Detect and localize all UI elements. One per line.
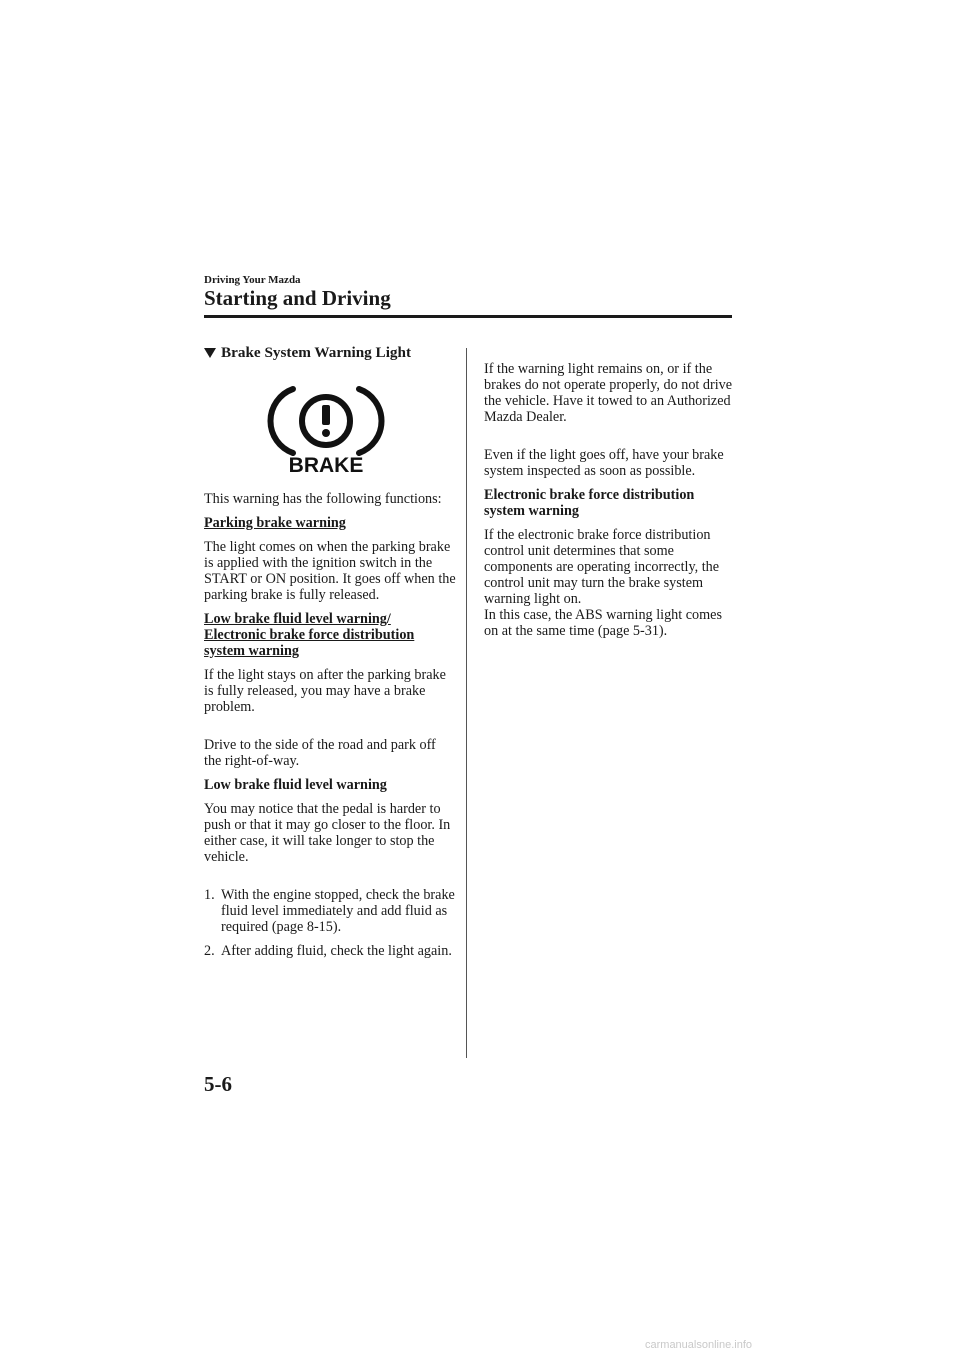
ebd-heading: Electronic brake force distribution system warning (484, 487, 695, 519)
low-fluid-heading-line-2: Electronic brake force distribution (204, 627, 415, 643)
list-item (204, 887, 456, 935)
ebd-text: If the electronic brake force distribution control unit determines that some components are operating incorrectly, the control unit may turn the brake system warning light on. (484, 527, 720, 607)
header-rule (204, 315, 732, 318)
abs-text: In this case, the ABS warning light comes on at the same time (page 5-31). (484, 607, 723, 639)
brake-icon-label: BRAKE (288, 454, 364, 475)
list-text: After adding fluid, check the light again. (221, 943, 452, 959)
low-fluid-heading-line-3: system warning (204, 643, 299, 659)
pedal-text: You may notice that the pedal is harder to push or that it may go closer to the floor. In either case, it will take longer to stop the vehicle. (204, 801, 451, 865)
watermark: carmanualsonline.info (645, 1339, 753, 1351)
right-column (484, 361, 736, 647)
triangle-down-icon (204, 348, 216, 358)
section-heading (204, 345, 456, 361)
remains-on-text: If the warning light remains on, or if the brakes do not operate properly, do not drive the vehicle. Have it towed to an Authorized Mazda Dealer. (484, 361, 733, 425)
column-divider (466, 348, 467, 1058)
section-heading-text: Brake System Warning Light (221, 344, 412, 361)
intro-text: This warning has the following functions: (204, 491, 442, 507)
page-title: Starting and Driving (204, 286, 391, 310)
section-label: Driving Your Mazda (204, 274, 301, 286)
page-number: 5-6 (204, 1072, 232, 1096)
list-number: 2. (204, 943, 215, 959)
list-item (204, 943, 456, 959)
low-fluid-heading-line-1: Low brake fluid level warning/ (204, 611, 391, 627)
problem-text: If the light stays on after the parking brake is fully released, you may have a brake problem. (204, 667, 446, 715)
parking-brake-heading: Parking brake warning (204, 515, 346, 531)
low-fluid-subheading: Low brake fluid level warning (204, 777, 387, 793)
list-text: With the engine stopped, check the brake fluid level immediately and add fluid as required (page 8-15). (221, 887, 455, 935)
left-column (204, 345, 456, 967)
inspect-text: Even if the light goes off, have your brake system inspected as soon as possible. (484, 447, 724, 479)
drive-text: Drive to the side of the road and park off the right-of-way. (204, 737, 436, 769)
low-fluid-heading (204, 611, 456, 659)
list-number: 1. (204, 887, 215, 903)
brake-warning-icon (204, 375, 456, 475)
parking-brake-text: The light comes on when the parking brake is applied with the ignition switch in the START or ON position. It goes off when the parking brake is fully released. (204, 539, 456, 603)
